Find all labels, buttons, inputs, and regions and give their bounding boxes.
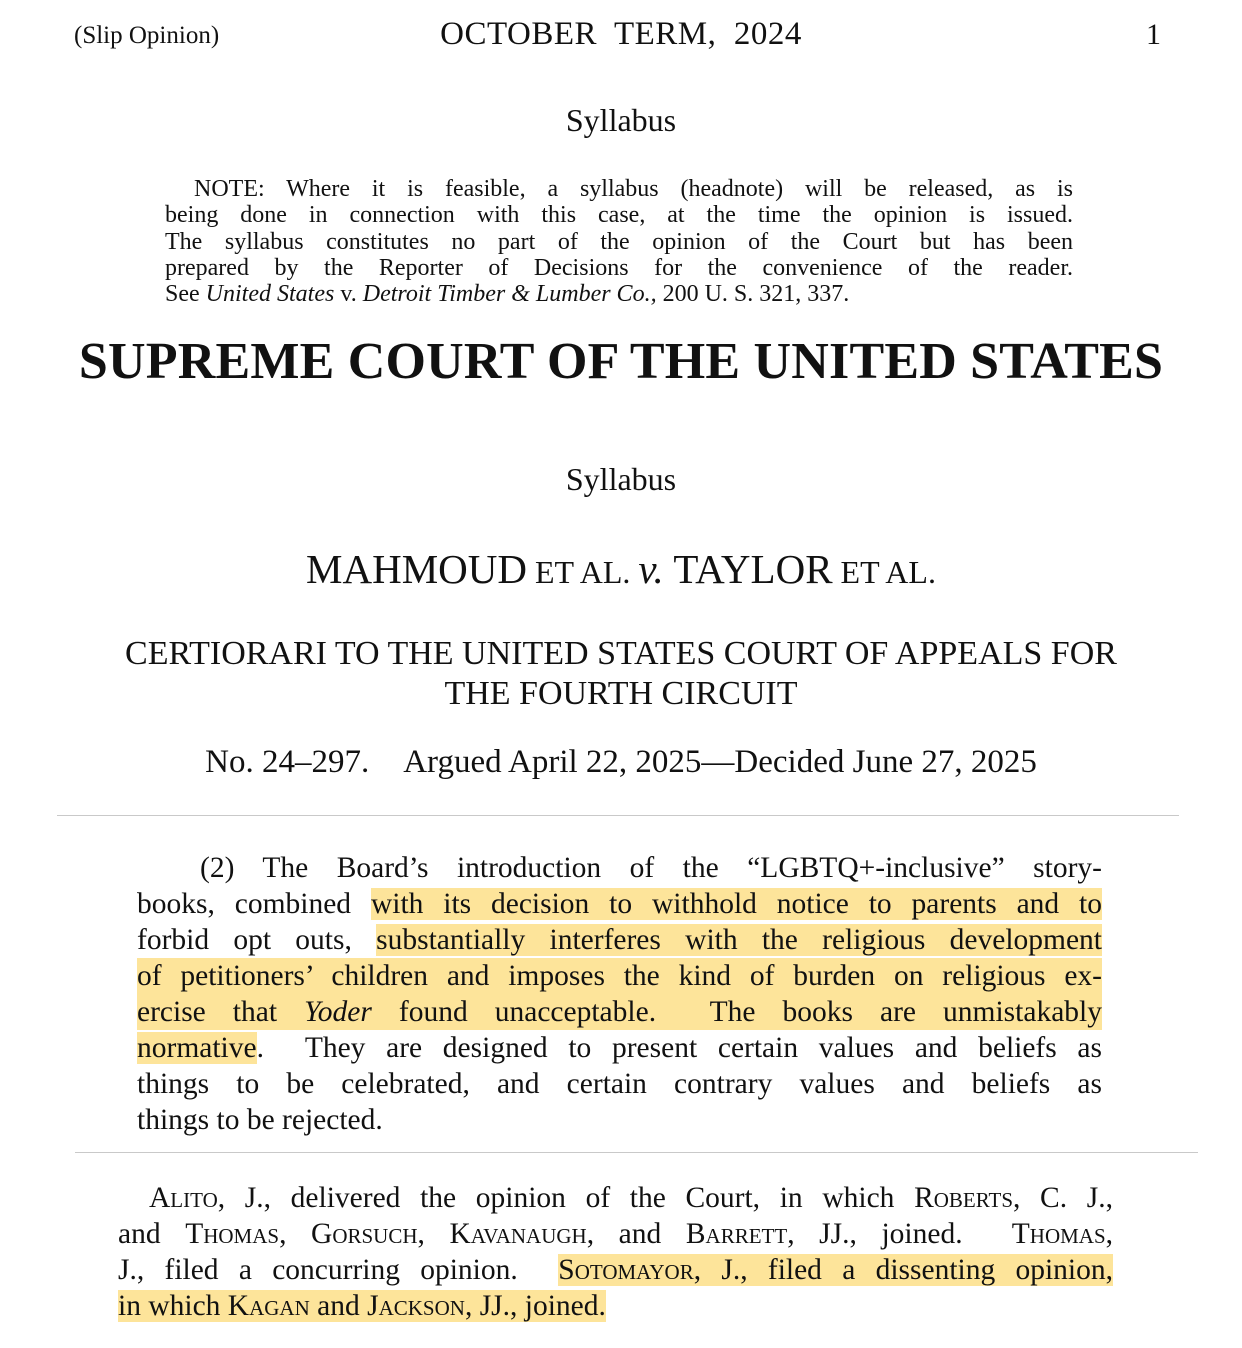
authorship-line (118, 1252, 1113, 1288)
justice-name: Gorsuch (311, 1218, 418, 1250)
reporter-note (165, 176, 1073, 307)
paragraph-line: things to be celebrated, and certain contrary values and beliefs as (137, 1068, 1102, 1100)
paragraph-line: (2) The Board’s introduction of the “LGBTQ+-inclusive” story- (200, 852, 1102, 884)
note-versus: v. (334, 281, 363, 308)
authorship-line (118, 1216, 1113, 1252)
highlighted-text: substantially interferes with the religious development (376, 924, 1103, 956)
page-number: 1 (1146, 18, 1161, 51)
text-span: in which (118, 1290, 228, 1322)
text-span: books, combined (137, 888, 371, 920)
term-title: OCTOBER TERM, 2024 (440, 16, 802, 52)
case-name-yoder: Yoder (304, 996, 372, 1028)
text-span: , (279, 1218, 312, 1250)
et-al: ET AL. (527, 554, 639, 590)
note-see: See (165, 281, 206, 308)
text-span: and (309, 1290, 368, 1322)
certiorari-line-2: THE FOURTH CIRCUIT (444, 675, 798, 712)
text-span: J., filed a concurring opinion. (118, 1254, 559, 1286)
highlighted-text (137, 994, 1102, 1030)
text-span: , and (586, 1218, 686, 1250)
certiorari-line-1: CERTIORARI TO THE UNITED STATES COURT OF APPEALS FOR (125, 635, 1117, 672)
certiorari-line (60, 634, 1182, 714)
justice-name: Alito (149, 1182, 218, 1214)
highlighted-text: normative (137, 1032, 257, 1064)
text-span: , JJ., joined. (464, 1290, 606, 1322)
text-span: , C. J., (1013, 1182, 1113, 1214)
note-line: prepared by the Reporter of Decisions for the convenience of the reader. (165, 254, 1073, 281)
highlighted-text (558, 1254, 1113, 1286)
highlighted-text: with its decision to withhold notice to parents and to (370, 888, 1103, 920)
justice-name: Roberts (914, 1182, 1014, 1214)
note-citation: 200 U. S. 321, 337. (656, 281, 850, 308)
running-head (0, 0, 1242, 70)
court-name: SUPREME COURT OF THE UNITED STATES (78, 333, 1164, 390)
text-span: , (417, 1218, 450, 1250)
respondent: TAYLOR (663, 546, 833, 592)
syllabus-paragraph (137, 850, 1102, 1138)
divider (57, 815, 1179, 816)
highlighted-text (118, 1290, 606, 1322)
text-span: found unacceptable. The books are unmistakably (371, 996, 1102, 1028)
argued-decided-dates: Argued April 22, 2025—Decided June 27, 2025 (403, 744, 1037, 780)
justice-name: Kagan (227, 1290, 310, 1322)
note-case-name: Detroit Timber & Lumber Co., (362, 281, 657, 308)
versus: v. (638, 546, 664, 592)
note-case-name: United States (205, 281, 335, 308)
divider (75, 1152, 1198, 1153)
note-line: NOTE: Where it is feasible, a syllabus (headnote) will be released, as is (194, 176, 1073, 202)
authorship-line (118, 1288, 1113, 1324)
note-line: being done in connection with this case, at the time the opinion is issued. (165, 202, 1073, 229)
text-span: , J., delivered the opinion of the Court, in which (217, 1182, 915, 1214)
et-al: ET AL. (832, 554, 936, 590)
paragraph-line (137, 922, 1102, 958)
text-span: , JJ., joined. (787, 1218, 1012, 1250)
docket-line (0, 744, 1242, 781)
syllabus-heading: Syllabus (565, 102, 677, 138)
note-line: The syllabus constitutes no part of the opinion of the Court but has been (165, 228, 1073, 255)
authorship-statement (118, 1180, 1113, 1324)
justice-name: Jackson (367, 1290, 465, 1322)
justice-name: Thomas (185, 1218, 280, 1250)
text-span: . They are designed to present certain values and beliefs as (256, 1032, 1102, 1064)
text-span: , J., filed a dissenting opinion, (693, 1254, 1113, 1286)
slip-opinion-label: (Slip Opinion) (74, 22, 220, 49)
text-span: ercise that (137, 996, 305, 1028)
text-span: forbid opt outs, (137, 924, 377, 956)
docket-number: No. 24–297. (205, 744, 370, 780)
justice-name: Thomas (1011, 1218, 1106, 1250)
justice-name: Sotomayor (558, 1254, 694, 1286)
justice-name: Kavanaugh (449, 1218, 587, 1250)
authorship-line (118, 1180, 1113, 1216)
justice-name: Barrett (685, 1218, 788, 1250)
syllabus-heading-2: Syllabus (565, 461, 677, 497)
text-span: and (118, 1218, 186, 1250)
case-caption (0, 545, 1242, 593)
text-span: , (1105, 1218, 1114, 1250)
highlighted-text: of petitioners’ children and imposes the kind of burden on religious ex- (137, 960, 1102, 992)
paragraph-line (137, 886, 1102, 922)
note-line (165, 281, 1073, 307)
paragraph-line: things to be rejected. (137, 1104, 383, 1136)
paragraph-line (137, 1030, 1102, 1066)
petitioner: MAHMOUD (306, 546, 527, 592)
